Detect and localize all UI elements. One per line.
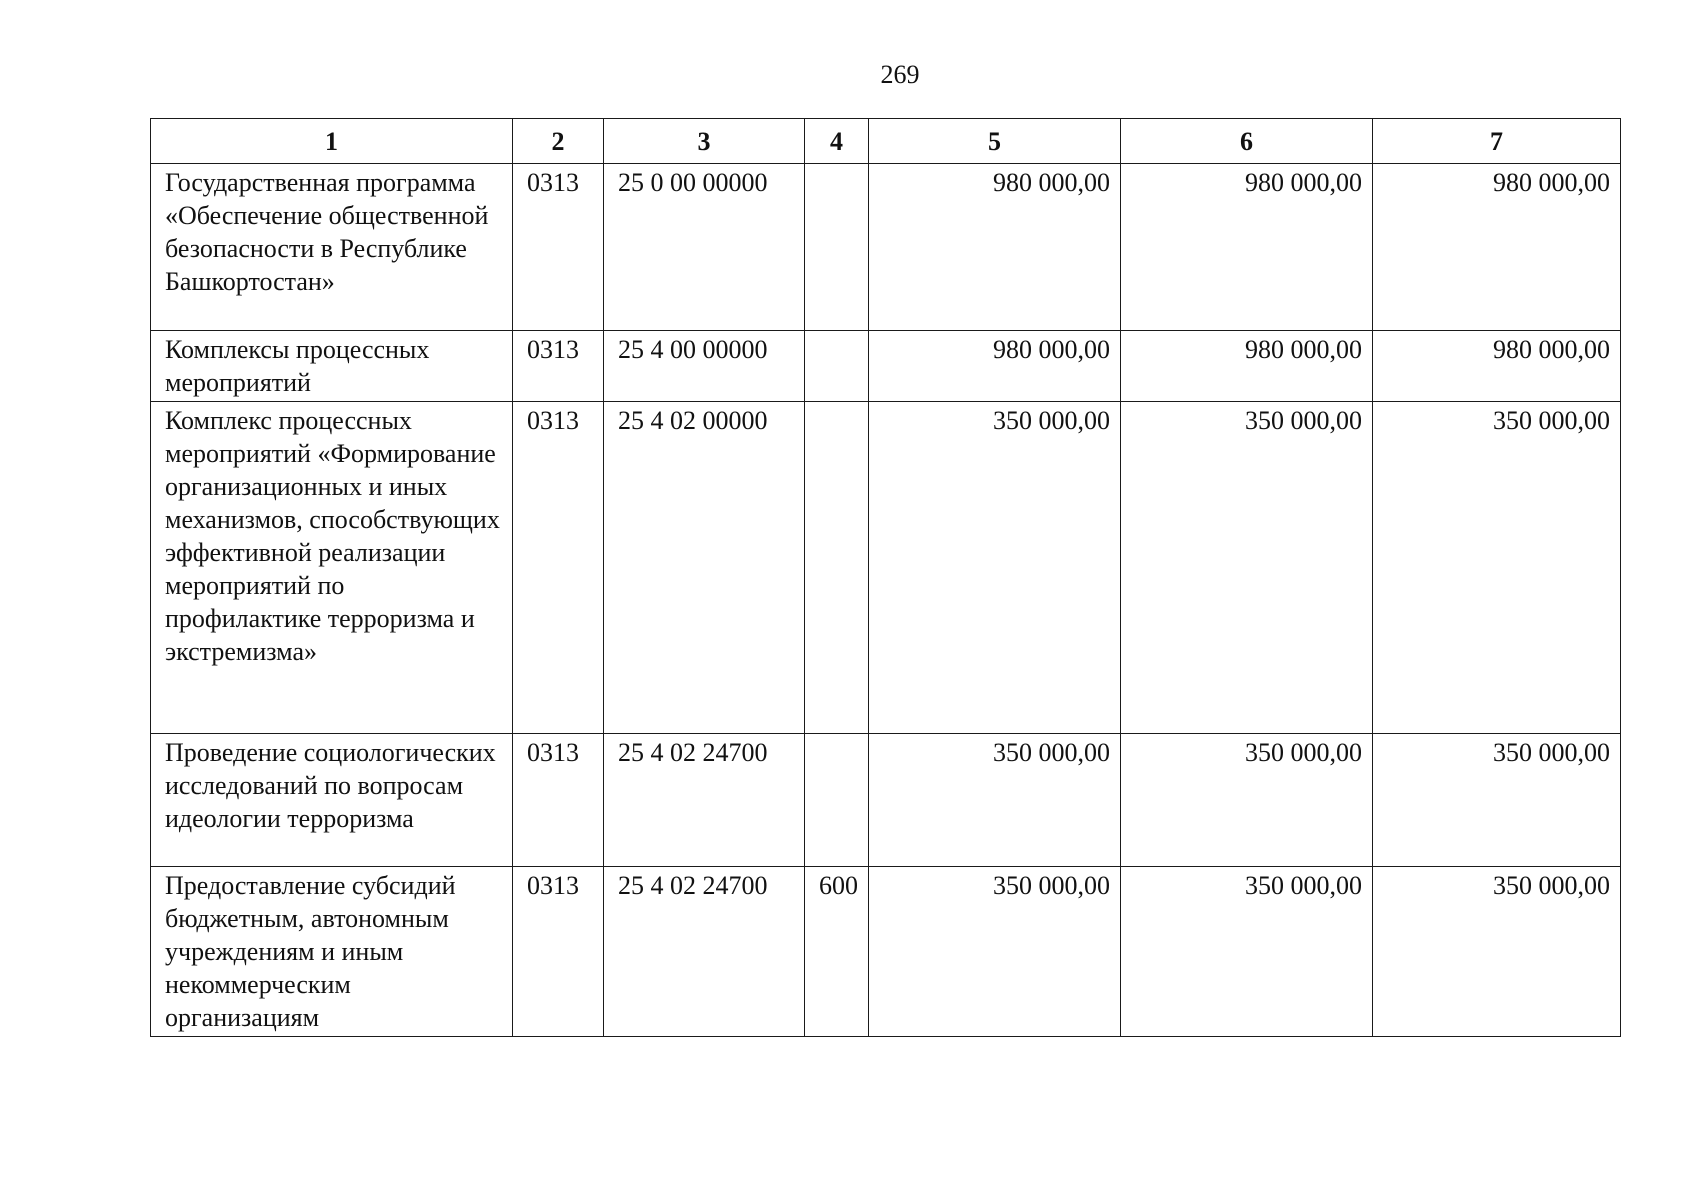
table-row — [151, 867, 1621, 1037]
table-row — [151, 402, 1621, 734]
row-amount-col7: 350 000,00 — [1373, 734, 1621, 867]
row-name: Проведение социологических исследований по вопросам идеологии терроризма — [151, 734, 513, 867]
row-name: Комплекс процессных мероприятий «Формирование организационных и иных механизмов, способствующих эффективной реализации мероприятий по профилактике терроризма и экстремизма» — [151, 402, 513, 734]
row-amount-col5: 350 000,00 — [869, 867, 1121, 1037]
table-row — [151, 164, 1621, 331]
row-expense-type — [805, 402, 869, 734]
budget-table — [150, 118, 1621, 1037]
row-target-code: 25 4 00 00000 — [604, 331, 805, 402]
row-amount-col5: 350 000,00 — [869, 402, 1121, 734]
column-header-1: 1 — [151, 119, 513, 164]
column-header-4: 4 — [805, 119, 869, 164]
row-target-code: 25 4 02 24700 — [604, 867, 805, 1037]
row-target-code: 25 0 00 00000 — [604, 164, 805, 331]
row-section-code: 0313 — [513, 402, 604, 734]
column-header-7: 7 — [1373, 119, 1621, 164]
column-header-3: 3 — [604, 119, 805, 164]
row-amount-col6: 350 000,00 — [1121, 734, 1373, 867]
table-body — [151, 164, 1621, 1037]
column-header-5: 5 — [869, 119, 1121, 164]
row-section-code: 0313 — [513, 867, 604, 1037]
column-header-6: 6 — [1121, 119, 1373, 164]
table-row — [151, 734, 1621, 867]
row-section-code: 0313 — [513, 734, 604, 867]
row-name: Предоставление субсидий бюджетным, автономным учреждениям и иным некоммерческим организациям — [151, 867, 513, 1037]
table-header — [151, 119, 1621, 164]
row-amount-col7: 350 000,00 — [1373, 867, 1621, 1037]
row-amount-col6: 350 000,00 — [1121, 867, 1373, 1037]
row-amount-col7: 980 000,00 — [1373, 331, 1621, 402]
row-name: Комплексы процессных мероприятий — [151, 331, 513, 402]
column-header-2: 2 — [513, 119, 604, 164]
row-expense-type: 600 — [805, 867, 869, 1037]
row-expense-type — [805, 331, 869, 402]
row-target-code: 25 4 02 00000 — [604, 402, 805, 734]
row-amount-col5: 350 000,00 — [869, 734, 1121, 867]
row-amount-col6: 350 000,00 — [1121, 402, 1373, 734]
row-target-code: 25 4 02 24700 — [604, 734, 805, 867]
row-amount-col7: 350 000,00 — [1373, 402, 1621, 734]
row-expense-type — [805, 164, 869, 331]
row-amount-col6: 980 000,00 — [1121, 331, 1373, 402]
table-row — [151, 331, 1621, 402]
row-name: Государственная программа «Обеспечение общественной безопасности в Республике Башкортостан» — [151, 164, 513, 331]
row-amount-col6: 980 000,00 — [1121, 164, 1373, 331]
header-row — [151, 119, 1621, 164]
row-amount-col5: 980 000,00 — [869, 331, 1121, 402]
row-section-code: 0313 — [513, 164, 604, 331]
row-amount-col5: 980 000,00 — [869, 164, 1121, 331]
page-number: 269 — [880, 60, 920, 89]
row-amount-col7: 980 000,00 — [1373, 164, 1621, 331]
row-expense-type — [805, 734, 869, 867]
row-section-code: 0313 — [513, 331, 604, 402]
